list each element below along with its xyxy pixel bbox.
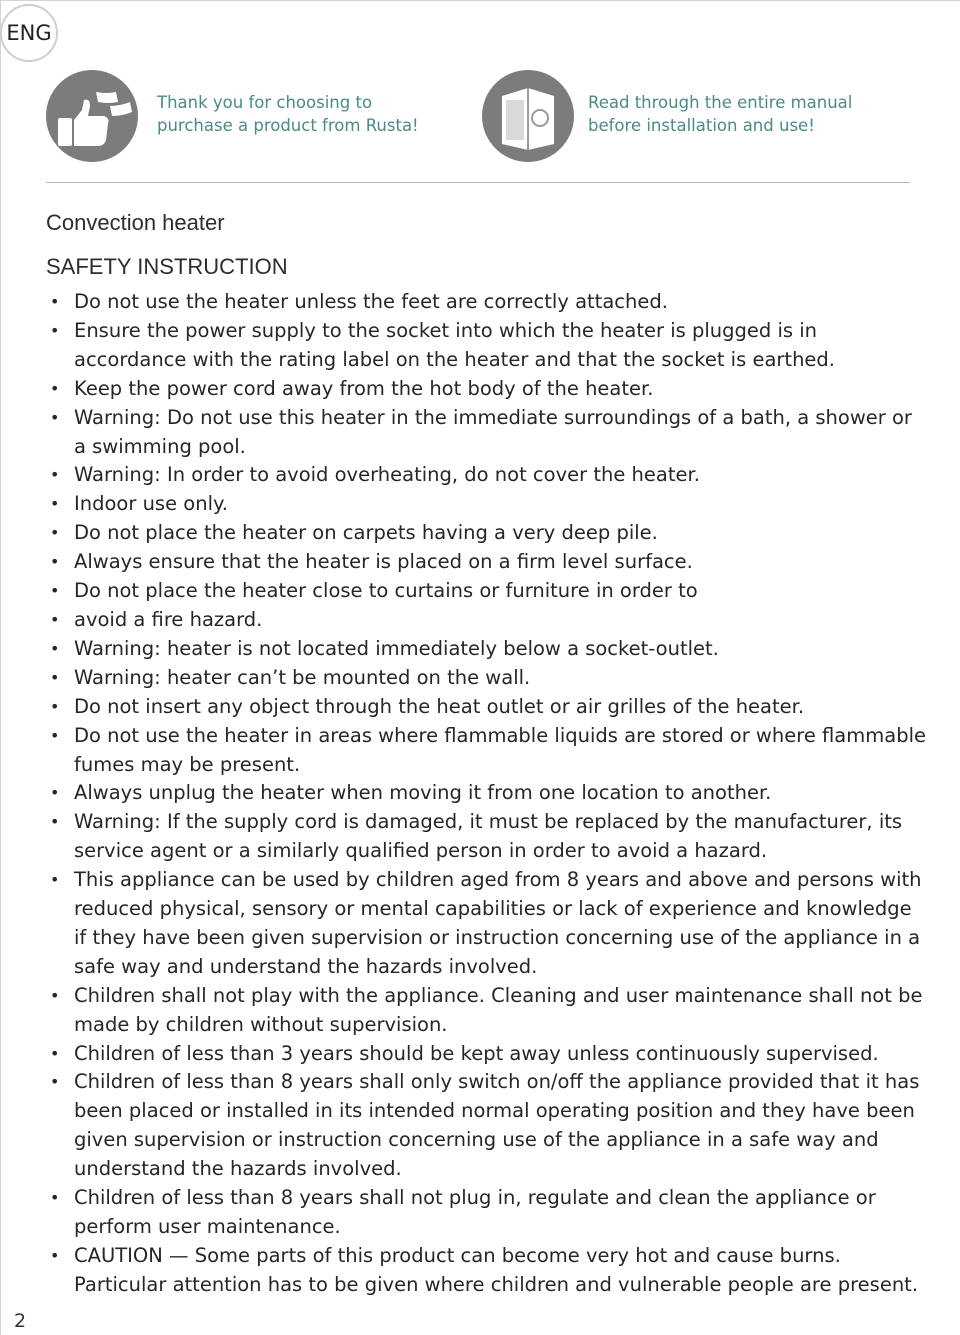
safety-item bbox=[46, 490, 926, 519]
safety-item-text: avoid a fire hazard. bbox=[74, 607, 263, 631]
safety-item bbox=[46, 1068, 926, 1184]
safety-item-text: Warning: Do not use this heater in the immediate surroundings of a bath, a shower or a swimming pool. bbox=[74, 405, 912, 458]
bullet-icon: • bbox=[50, 407, 60, 427]
safety-item bbox=[46, 577, 926, 606]
safety-item bbox=[46, 779, 926, 808]
bullet-icon: • bbox=[50, 1188, 60, 1208]
safety-item bbox=[46, 693, 926, 722]
bullet-icon: • bbox=[50, 985, 60, 1005]
safety-item bbox=[46, 606, 926, 635]
safety-item-text: Warning: In order to avoid overheating, do not cover the heater. bbox=[74, 463, 700, 487]
safety-item bbox=[46, 1242, 926, 1300]
safety-item-text: Ensure the power supply to the socket into which the heater is plugged is in accordance with the rating label on the heater and that the socket is earthed. bbox=[74, 318, 835, 371]
bullet-icon: • bbox=[50, 292, 60, 311]
safety-item bbox=[46, 808, 926, 866]
safety-item-text: Always unplug the heater when moving it from one location to another. bbox=[74, 781, 772, 805]
bullet-icon: • bbox=[50, 696, 60, 716]
safety-item bbox=[46, 317, 926, 375]
safety-item-text: Children of less than 8 years shall only switch on/off the appliance provided that it has been placed or installed in its intended normal operating position and they have been given supervision or instruction concerning use of the appliance in a safe way and understand the hazards involved. bbox=[74, 1070, 920, 1181]
bullet-icon: • bbox=[50, 494, 60, 514]
thumbs-up-icon bbox=[46, 70, 138, 162]
bullet-icon: • bbox=[50, 812, 60, 832]
bullet-icon: • bbox=[50, 609, 60, 629]
safety-item-text: Do not place the heater on carpets having a very deep pile. bbox=[74, 521, 658, 545]
safety-item bbox=[46, 1040, 926, 1069]
bullet-icon: • bbox=[50, 1072, 60, 1092]
bullet-icon: • bbox=[50, 1043, 60, 1063]
safety-item-text: Warning: If the supply cord is damaged, it must be replaced by the manufacturer, its service agent or a similarly qualified person in order to avoid a hazard. bbox=[74, 810, 903, 863]
safety-item-text: Always ensure that the heater is placed on a firm level surface. bbox=[74, 550, 693, 574]
bullet-icon: • bbox=[50, 552, 60, 572]
safety-item-text: Indoor use only. bbox=[74, 492, 228, 516]
thanks-text: Thank you for choosing to purchase a product from Rusta! bbox=[157, 93, 419, 135]
bullet-icon: • bbox=[50, 783, 60, 803]
page-number: 2 bbox=[14, 1310, 27, 1332]
language-badge: ENG bbox=[0, 4, 58, 62]
safety-item bbox=[46, 1184, 926, 1242]
header-divider bbox=[46, 182, 910, 183]
safety-instruction-list bbox=[46, 288, 926, 1300]
manual-book-icon-graphic bbox=[482, 70, 574, 162]
document-title: Convection heater bbox=[46, 210, 225, 235]
safety-item-text: Warning: heater can’t be mounted on the wall. bbox=[74, 665, 531, 689]
bullet-icon: • bbox=[50, 1245, 60, 1265]
safety-item bbox=[46, 519, 926, 548]
safety-item-text: This appliance can be used by children aged from 8 years and above and persons with reduced physical, sensory or mental capabilities or lack of experience and knowledge if they have been given supervision or instruction concerning use of the appliance in a safe way and understand the hazards involved. bbox=[74, 868, 922, 978]
safety-item bbox=[46, 982, 926, 1040]
read-manual-text: Read through the entire manual before installation and use! bbox=[588, 93, 853, 135]
bullet-icon: • bbox=[50, 870, 60, 890]
safety-item-text: Children of less than 8 years shall not plug in, regulate and clean the appliance or perform user maintenance. bbox=[74, 1186, 876, 1238]
safety-item bbox=[46, 635, 926, 664]
bullet-icon: • bbox=[50, 638, 60, 658]
safety-item bbox=[46, 664, 926, 693]
safety-item-text: Children of less than 3 years should be kept away unless continuously supervised. bbox=[74, 1041, 879, 1065]
safety-item bbox=[46, 288, 926, 317]
bullet-icon: • bbox=[50, 581, 60, 601]
manual-book-icon bbox=[482, 70, 574, 162]
safety-item-text: CAUTION — Some parts of this product can become very hot and cause burns. Particular attention has to be given where children and vulnerable people are present. bbox=[74, 1243, 919, 1296]
safety-item bbox=[46, 375, 926, 404]
bullet-icon: • bbox=[50, 725, 60, 745]
safety-item bbox=[46, 722, 926, 780]
safety-item-text: Do not use the heater unless the feet are correctly attached. bbox=[74, 290, 668, 313]
thumbs-up-icon-graphic bbox=[46, 70, 138, 162]
safety-item bbox=[46, 461, 926, 490]
bullet-icon: • bbox=[50, 523, 60, 543]
safety-item bbox=[46, 404, 926, 462]
safety-item-text: Do not place the heater close to curtains or furniture in order to bbox=[74, 579, 698, 603]
safety-item-text: Do not use the heater in areas where flammable liquids are stored or where flammable fumes may be present. bbox=[74, 723, 926, 776]
bullet-icon: • bbox=[50, 465, 60, 485]
section-heading: SAFETY INSTRUCTION bbox=[46, 254, 288, 279]
safety-item bbox=[46, 548, 926, 577]
safety-item-text: Children shall not play with the appliance. Cleaning and user maintenance shall not be made by children without supervision. bbox=[74, 983, 923, 1036]
bullet-icon: • bbox=[50, 378, 60, 398]
bullet-icon: • bbox=[50, 320, 60, 340]
bullet-icon: • bbox=[50, 667, 60, 687]
safety-item-text: Keep the power cord away from the hot body of the heater. bbox=[74, 376, 654, 400]
safety-item-text: Warning: heater is not located immediately below a socket-outlet. bbox=[74, 636, 719, 660]
safety-item bbox=[46, 866, 926, 982]
safety-item-text: Do not insert any object through the heat outlet or air grilles of the heater. bbox=[74, 694, 805, 718]
